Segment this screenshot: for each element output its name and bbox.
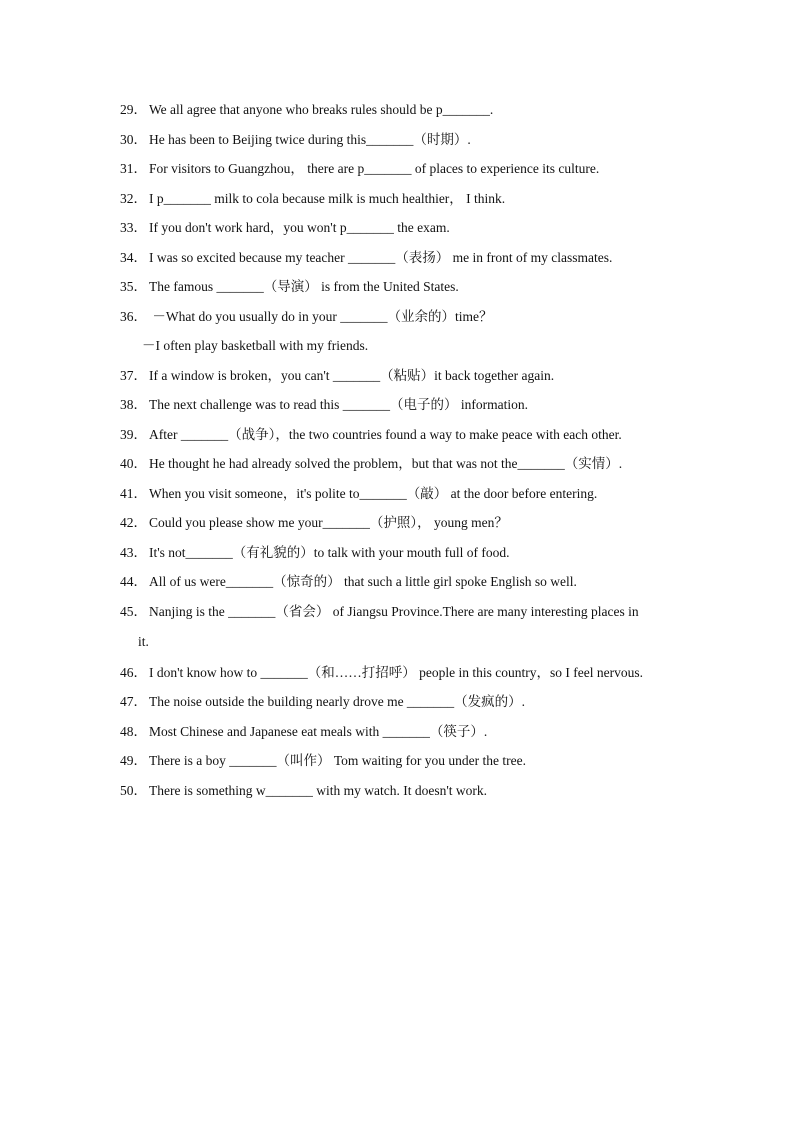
- question-text: Could you please show me your_______（护照）， young men？: [149, 515, 508, 530]
- question-text: He thought he had already solved the problem，but that was not the_______（实情）.: [149, 456, 623, 471]
- question-text: Nanjing is the _______（省会） of Jiangsu Province.There are many interesting places in: [149, 603, 639, 619]
- question-45: [120, 597, 690, 658]
- question-text-continued: it.: [138, 634, 149, 649]
- question-text: I p_______ milk to cola because milk is much healthier， I think.: [149, 190, 506, 206]
- question-number: 44．: [120, 574, 147, 589]
- question-number: 40．: [120, 456, 147, 471]
- question-33: [120, 213, 690, 243]
- question-number: 36．: [120, 308, 147, 324]
- question-text: I was so excited because my teacher _______（表扬） me in front of my classmates.: [149, 249, 613, 265]
- question-36-reply: [120, 331, 690, 361]
- question-number: 41．: [120, 485, 147, 501]
- question-30: [120, 125, 690, 155]
- question-number: 33．: [120, 220, 147, 235]
- question-41: [120, 479, 690, 509]
- question-text: There is a boy _______（叫作） Tom waiting for you under the tree.: [149, 753, 526, 768]
- question-number: 38．: [120, 397, 147, 412]
- question-number: 45．: [120, 603, 147, 619]
- question-38: [120, 390, 690, 420]
- question-number: 48．: [120, 723, 147, 739]
- question-50: [120, 776, 690, 806]
- question-text: I don't know how to _______（和……打招呼） people in this country，so I feel nervous.: [149, 664, 644, 680]
- question-39: [120, 420, 690, 450]
- question-number: 32．: [120, 190, 147, 206]
- question-number: 30．: [120, 131, 147, 147]
- question-number: 37．: [120, 367, 147, 383]
- question-47: [120, 687, 690, 717]
- question-number: 46．: [120, 664, 147, 680]
- question-text: The next challenge was to read this _______（电子的） information.: [149, 397, 529, 412]
- question-text: When you visit someone，it's polite to_______（敲） at the door before entering.: [149, 485, 598, 501]
- question-number: 39．: [120, 426, 147, 442]
- question-number: 49．: [120, 753, 147, 768]
- question-number: 34．: [120, 249, 147, 265]
- question-number: 47．: [120, 694, 147, 709]
- question-number: 29．: [120, 102, 147, 117]
- question-number: 50．: [120, 782, 147, 798]
- question-31: [120, 154, 690, 184]
- question-49: [120, 746, 690, 776]
- question-text: Most Chinese and Japanese eat meals with _______（筷子）.: [149, 723, 488, 739]
- question-number: 42．: [120, 515, 147, 530]
- question-46: [120, 658, 690, 688]
- question-text: All of us were_______（惊奇的） that such a little girl spoke English so well.: [149, 574, 577, 589]
- question-32: [120, 184, 690, 214]
- question-number: 43．: [120, 544, 147, 560]
- question-43: [120, 538, 690, 568]
- question-42: [120, 508, 690, 538]
- question-text: －What do you usually do in your _______（业余的）time？: [149, 308, 493, 324]
- question-40: [120, 449, 690, 479]
- question-text: It's not_______（有礼貌的）to talk with your mouth full of food.: [149, 544, 510, 560]
- question-text: After _______（战争），the two countries found a way to make peace with each other.: [149, 426, 622, 442]
- question-text: He has been to Beijing twice during this_______（时期）.: [149, 131, 471, 147]
- question-36: [120, 302, 690, 332]
- question-text: If you don't work hard，you won't p_______ the exam.: [149, 220, 450, 235]
- question-text: For visitors to Guangzhou， there are p_______ of places to experience its culture.: [149, 161, 600, 176]
- question-text: We all agree that anyone who breaks rules should be p_______.: [149, 102, 494, 117]
- question-35: [120, 272, 690, 302]
- question-44: [120, 567, 690, 597]
- question-text: The noise outside the building nearly drove me _______（发疯的）.: [149, 694, 526, 709]
- question-list: [120, 95, 690, 805]
- question-29: [120, 95, 690, 125]
- question-number: 31．: [120, 161, 147, 176]
- question-number: 35．: [120, 279, 147, 294]
- question-37: [120, 361, 690, 391]
- question-34: [120, 243, 690, 273]
- question-text: The famous _______（导演） is from the United States.: [149, 279, 459, 294]
- question-text: －I often play basketball with my friends.: [142, 338, 369, 353]
- question-48: [120, 717, 690, 747]
- question-text: If a window is broken，you can't _______（粘贴）it back together again.: [149, 367, 555, 383]
- question-text: There is something w_______ with my watch. It doesn't work.: [149, 782, 488, 798]
